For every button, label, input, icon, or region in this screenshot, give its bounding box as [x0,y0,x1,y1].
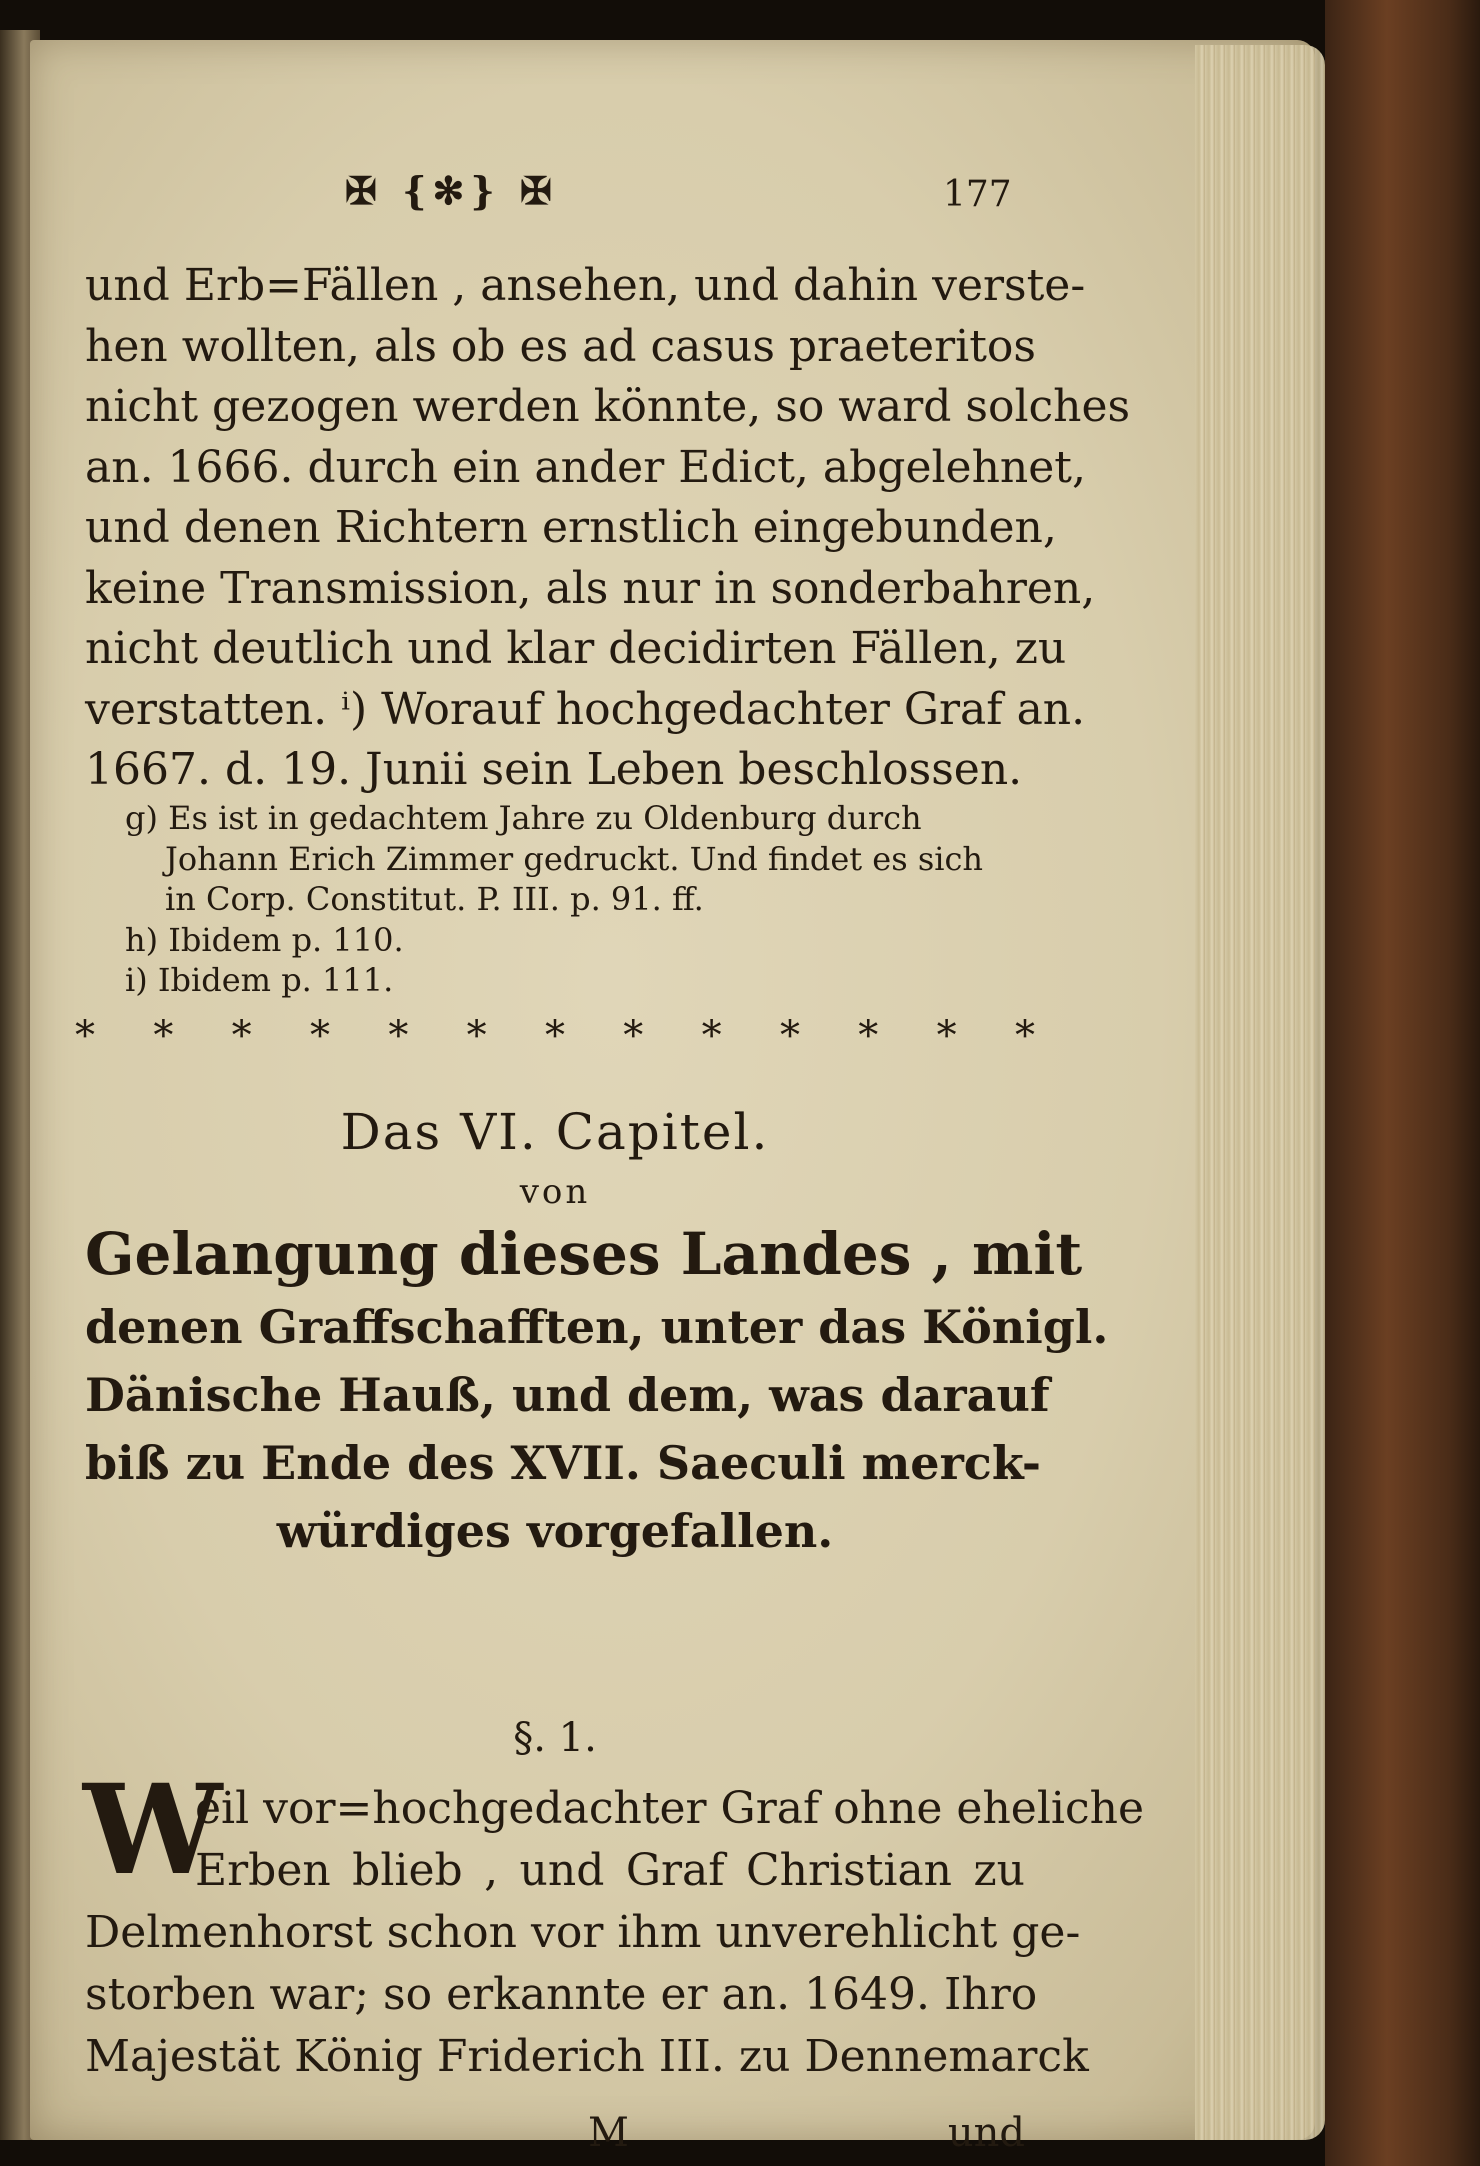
page-stack-edge [1195,45,1325,2140]
chapter-heading-line: Dänische Hauß, und dem, was darauf [85,1368,1050,1422]
text-line: keine Transmission, als nur in sonderbahren, [85,562,1096,614]
text-line: verstatten. ⁱ) Worauf hochgedachter Graf an. [85,683,1086,735]
footnote-g: g) Es ist in gedachtem Jahre zu Oldenburg durch [125,799,922,837]
running-header [85,160,1025,220]
footnote-line: Johann Erich Zimmer gedruckt. Und findet es sich [165,839,984,878]
asterisk: * [466,1013,487,1059]
text-line: eil vor=hochgedachter Graf ohne eheliche [195,1783,1145,1834]
body-paragraph [85,256,1131,801]
chapter-title: Das VI. Capitel. [340,1103,770,1161]
text-line: hen wollten, als ob es ad casus praeteritos [85,320,1036,372]
text-line: Delmenhorst schon vor ihm unverehlicht ge- [85,1907,1081,1958]
page-footer [85,2110,1025,2160]
text-line: und denen Richtern ernstlich eingebunden, [85,502,1057,553]
page-number: 177 [943,174,1012,215]
asterisk: * [544,1013,565,1059]
chapter-heading-line: würdiges vorgefallen. [276,1504,834,1558]
asterisk: * [388,1013,409,1059]
asterisk: * [1014,1013,1035,1059]
text-line: storben war; so erkannte er an. 1649. Ihro [85,1969,1038,2020]
text-line: Erben blieb , und Graf Christian zu [195,1845,1025,1896]
asterisk: * [858,1013,879,1059]
chapter-heading-line: Gelangung dieses Landes , mit [85,1220,1083,1288]
asterisk: * [231,1013,252,1059]
signature-mark: M [588,2110,629,2156]
asterisk-separator [75,1013,1035,1059]
chapter-heading-line: denen Graffschafften, unter das Königl. [85,1300,1109,1354]
footnote-h: h) Ibidem p. 110. [125,920,404,959]
chapter-heading-line: biß zu Ende des XVII. Saeculi merck- [85,1436,1041,1490]
drop-cap-initial: W [83,1758,223,1903]
section-paragraph [83,1758,1145,2088]
section-mark: §. 1. [513,1715,597,1761]
text-line: und Erb=Fällen , ansehen, und dahin verste- [85,260,1086,311]
asterisk: * [779,1013,800,1059]
chapter-heading [85,1215,1109,1565]
book-cover [1325,0,1480,2166]
text-line: nicht deutlich und klar decidirten Fällen, zu [85,623,1067,674]
asterisk: * [936,1013,957,1059]
asterisk: * [75,1013,95,1059]
footnotes [85,798,1025,1001]
footnote-line: in Corp. Constitut. P. III. p. 91. ff. [165,880,704,918]
text-line: an. 1666. durch ein ander Edict, abgelehnet, [85,441,1086,493]
asterisk: * [623,1013,644,1059]
header-ornament: ✠ {✻} ✠ [345,168,558,213]
catchword: und [947,2110,1025,2156]
asterisk: * [153,1013,174,1059]
asterisk: * [701,1013,722,1059]
text-line: Majestät König Friderich III. zu Dennemarck [85,2031,1089,2082]
asterisk: * [309,1013,330,1059]
text-line: 1667. d. 19. Junii sein Leben beschlossen. [85,744,1023,795]
text-line: nicht gezogen werden könnte, so ward solches [85,381,1131,432]
chapter-von: von [519,1172,591,1212]
footnote-i: i) Ibidem p. 111. [125,961,394,999]
